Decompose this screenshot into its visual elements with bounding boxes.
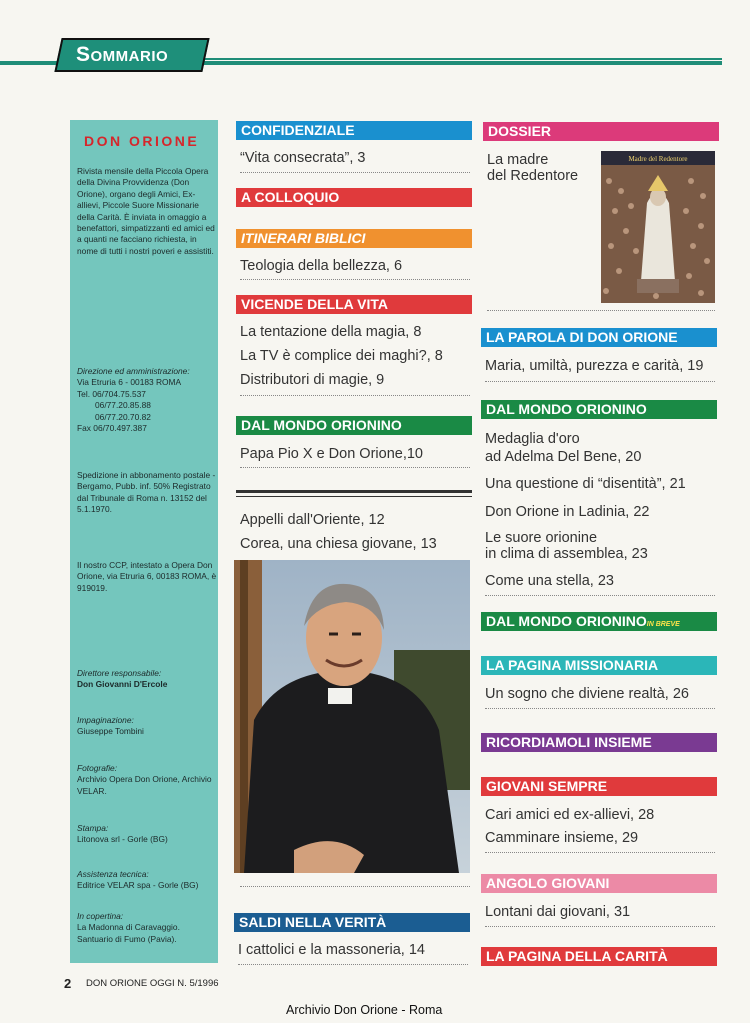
section-ricordiamoli[interactable]: RICORDIAMOLI INSIEME — [481, 733, 717, 752]
stampa-label: Stampa: — [77, 823, 109, 833]
sidebar-admin — [77, 366, 217, 434]
entry-lontani[interactable]: Lontani dai giovani, 31 — [485, 904, 631, 920]
tel2: 06/77.20.85.88 — [95, 400, 151, 411]
admin-address: Via Etruria 6 - 00183 ROMA — [77, 377, 182, 388]
entry-maria-umilta[interactable]: Maria, umiltà, purezza e carità, 19 — [485, 358, 704, 374]
section-dossier[interactable]: DOSSIER — [483, 122, 719, 141]
priest-photo — [234, 560, 470, 873]
page-number: 2 — [64, 976, 72, 991]
entry-teologia[interactable]: Teologia della bellezza, 6 — [240, 258, 403, 274]
admin-label: Direzione ed amministrazione: — [77, 366, 190, 376]
section-mondo-breve[interactable] — [481, 612, 717, 631]
section-colloquio[interactable]: A COLLOQUIO — [236, 188, 472, 207]
copertina-label: In copertina: — [77, 911, 124, 921]
dotted-rule — [240, 395, 470, 396]
sidebar-ccp: Il nostro CCP, intestato a Opera Don Orione, via Etruria 6, 00183 ROMA, è 919019. — [77, 560, 217, 593]
entry-la-madre[interactable]: La madre — [487, 152, 549, 168]
impaginazione-label: Impaginazione: — [77, 715, 134, 725]
tel3: 06/77.20.70.82 — [95, 411, 151, 422]
fotografie-label: Fotografie: — [77, 763, 118, 773]
dotted-rule — [485, 381, 715, 382]
entry-ladinia[interactable]: Don Orione in Ladinia, 22 — [485, 504, 650, 520]
magazine-issue: DON ORIONE OGGI N. 5/1996 — [86, 978, 219, 989]
dotted-rule — [238, 964, 468, 965]
entry-appelli[interactable]: Appelli dall'Oriente, 12 — [240, 512, 385, 528]
dotted-rule — [240, 172, 470, 173]
dotted-rule — [485, 708, 715, 709]
dossier-cover-svg — [601, 151, 715, 303]
section-angolo[interactable]: ANGOLO GIOVANI — [481, 874, 717, 893]
sidebar-copertina — [77, 911, 217, 945]
section-vicende[interactable]: VICENDE DELLA VITA — [236, 295, 472, 314]
dotted-rule — [485, 926, 715, 927]
entry-suore[interactable]: Le suore orionine — [485, 530, 598, 546]
mondo-breve-label: DAL MONDO ORIONINO — [486, 613, 647, 629]
section-missionaria[interactable]: LA PAGINA MISSIONARIA — [481, 656, 717, 675]
entry-corea[interactable]: Corea, una chiesa giovane, 13 — [240, 536, 437, 552]
assistenza-label: Assistenza tecnica: — [77, 869, 149, 879]
entry-tentazione[interactable]: La tentazione della magia, 8 — [240, 324, 422, 340]
direttore-label: Direttore responsabile: — [77, 668, 162, 678]
section-confidenziale[interactable]: CONFIDENZIALE — [236, 121, 472, 140]
entry-disentita[interactable]: Una questione di “disentità”, 21 — [485, 476, 686, 492]
archive-credit: Archivio Don Orione - Roma — [286, 1003, 443, 1017]
copertina: La Madonna di Caravaggio. Santuario di Fumo (Pavia). — [77, 922, 180, 944]
sidebar-intro: Rivista mensile della Piccola Opera della Divina Provvidenza (Don Orione), organo degli Amici, Ex-allievi, Piccole Suore Missionarie della Carità. È inviata in omaggio a benefattori, simpatizzanti ed amici ed a quanti ne facciano richiesta, in nome di tutti i nostri poveri e assistiti. — [77, 166, 215, 256]
entry-stella[interactable]: Come una stella, 23 — [485, 573, 614, 589]
entry-tv-maghi[interactable]: La TV è complice dei maghi?, 8 — [240, 348, 443, 364]
dotted-rule — [240, 467, 470, 468]
section-mondo-orionino-right[interactable]: DAL MONDO ORIONINO — [481, 400, 717, 419]
section-saldi[interactable]: SALDI NELLA VERITÀ — [234, 913, 470, 932]
section-giovani-sempre[interactable]: GIOVANI SEMPRE — [481, 777, 717, 796]
sidebar-title: DON ORIONE — [84, 133, 200, 149]
thin-rule — [236, 496, 472, 497]
dotted-rule — [240, 886, 470, 887]
fax: Fax 06/70.497.387 — [77, 423, 147, 434]
entry-papa-pio[interactable]: Papa Pio X e Don Orione,10 — [240, 446, 423, 462]
stampa: Litonova srl - Gorle (BG) — [77, 834, 168, 845]
section-mondo-orionino[interactable]: DAL MONDO ORIONINO — [236, 416, 472, 435]
sidebar-impaginazione — [77, 715, 217, 738]
in-breve-label: IN BREVE — [646, 621, 680, 628]
entry-cari-amici[interactable]: Cari amici ed ex-allievi, 28 — [485, 807, 655, 823]
direttore: Don Giovanni D'Ercole — [77, 679, 168, 690]
entry-redentore[interactable]: del Redentore — [487, 168, 579, 184]
fotografie: Archivio Opera Don Orione, Archivio VELAR. — [77, 774, 212, 796]
entry-adelma[interactable]: ad Adelma Del Bene, 20 — [485, 449, 642, 465]
dotted-rule — [487, 310, 715, 311]
cover-title: Madre del Redentore — [628, 155, 688, 163]
sidebar-fotografie — [77, 763, 217, 797]
section-parola[interactable]: LA PAROLA DI DON ORIONE — [481, 328, 717, 347]
impaginazione: Giuseppe Tombini — [77, 726, 144, 737]
thick-rule — [236, 490, 472, 493]
dossier-cover[interactable] — [601, 151, 715, 303]
entry-distributori[interactable]: Distributori di magie, 9 — [240, 372, 385, 388]
sidebar-assistenza — [77, 869, 217, 892]
header-rule-thin — [200, 58, 722, 60]
entry-camminare[interactable]: Camminare insieme, 29 — [485, 830, 639, 846]
dotted-rule — [485, 852, 715, 853]
page-title: Sommario — [76, 43, 169, 66]
entry-vita-consecrata[interactable]: “Vita consecrata”, 3 — [240, 150, 366, 166]
entry-massoneria[interactable]: I cattolici e la massoneria, 14 — [238, 942, 425, 958]
section-itinerari[interactable]: ITINERARI BIBLICI — [236, 229, 472, 248]
entry-assemblea[interactable]: in clima di assemblea, 23 — [485, 546, 648, 562]
sidebar-stampa — [77, 823, 217, 846]
dotted-rule — [240, 279, 470, 280]
entry-sogno[interactable]: Un sogno che diviene realtà, 26 — [485, 686, 689, 702]
assistenza: Editrice VELAR spa - Gorle (BG) — [77, 880, 199, 891]
sidebar-spedizione: Spedizione in abbonamento postale - Bergamo, Pubb. inf. 50% Registrato dal Tribunale di Roma n. 13152 del 5.1.1970. — [77, 470, 216, 515]
section-carita[interactable]: LA PAGINA DELLA CARITÀ — [481, 947, 717, 966]
tel1: Tel. 06/704.75.537 — [77, 388, 146, 399]
entry-medaglia[interactable]: Medaglia d'oro — [485, 431, 580, 447]
dotted-rule — [485, 595, 715, 596]
sidebar-direttore — [77, 668, 217, 691]
priest-photo-svg — [234, 560, 470, 873]
